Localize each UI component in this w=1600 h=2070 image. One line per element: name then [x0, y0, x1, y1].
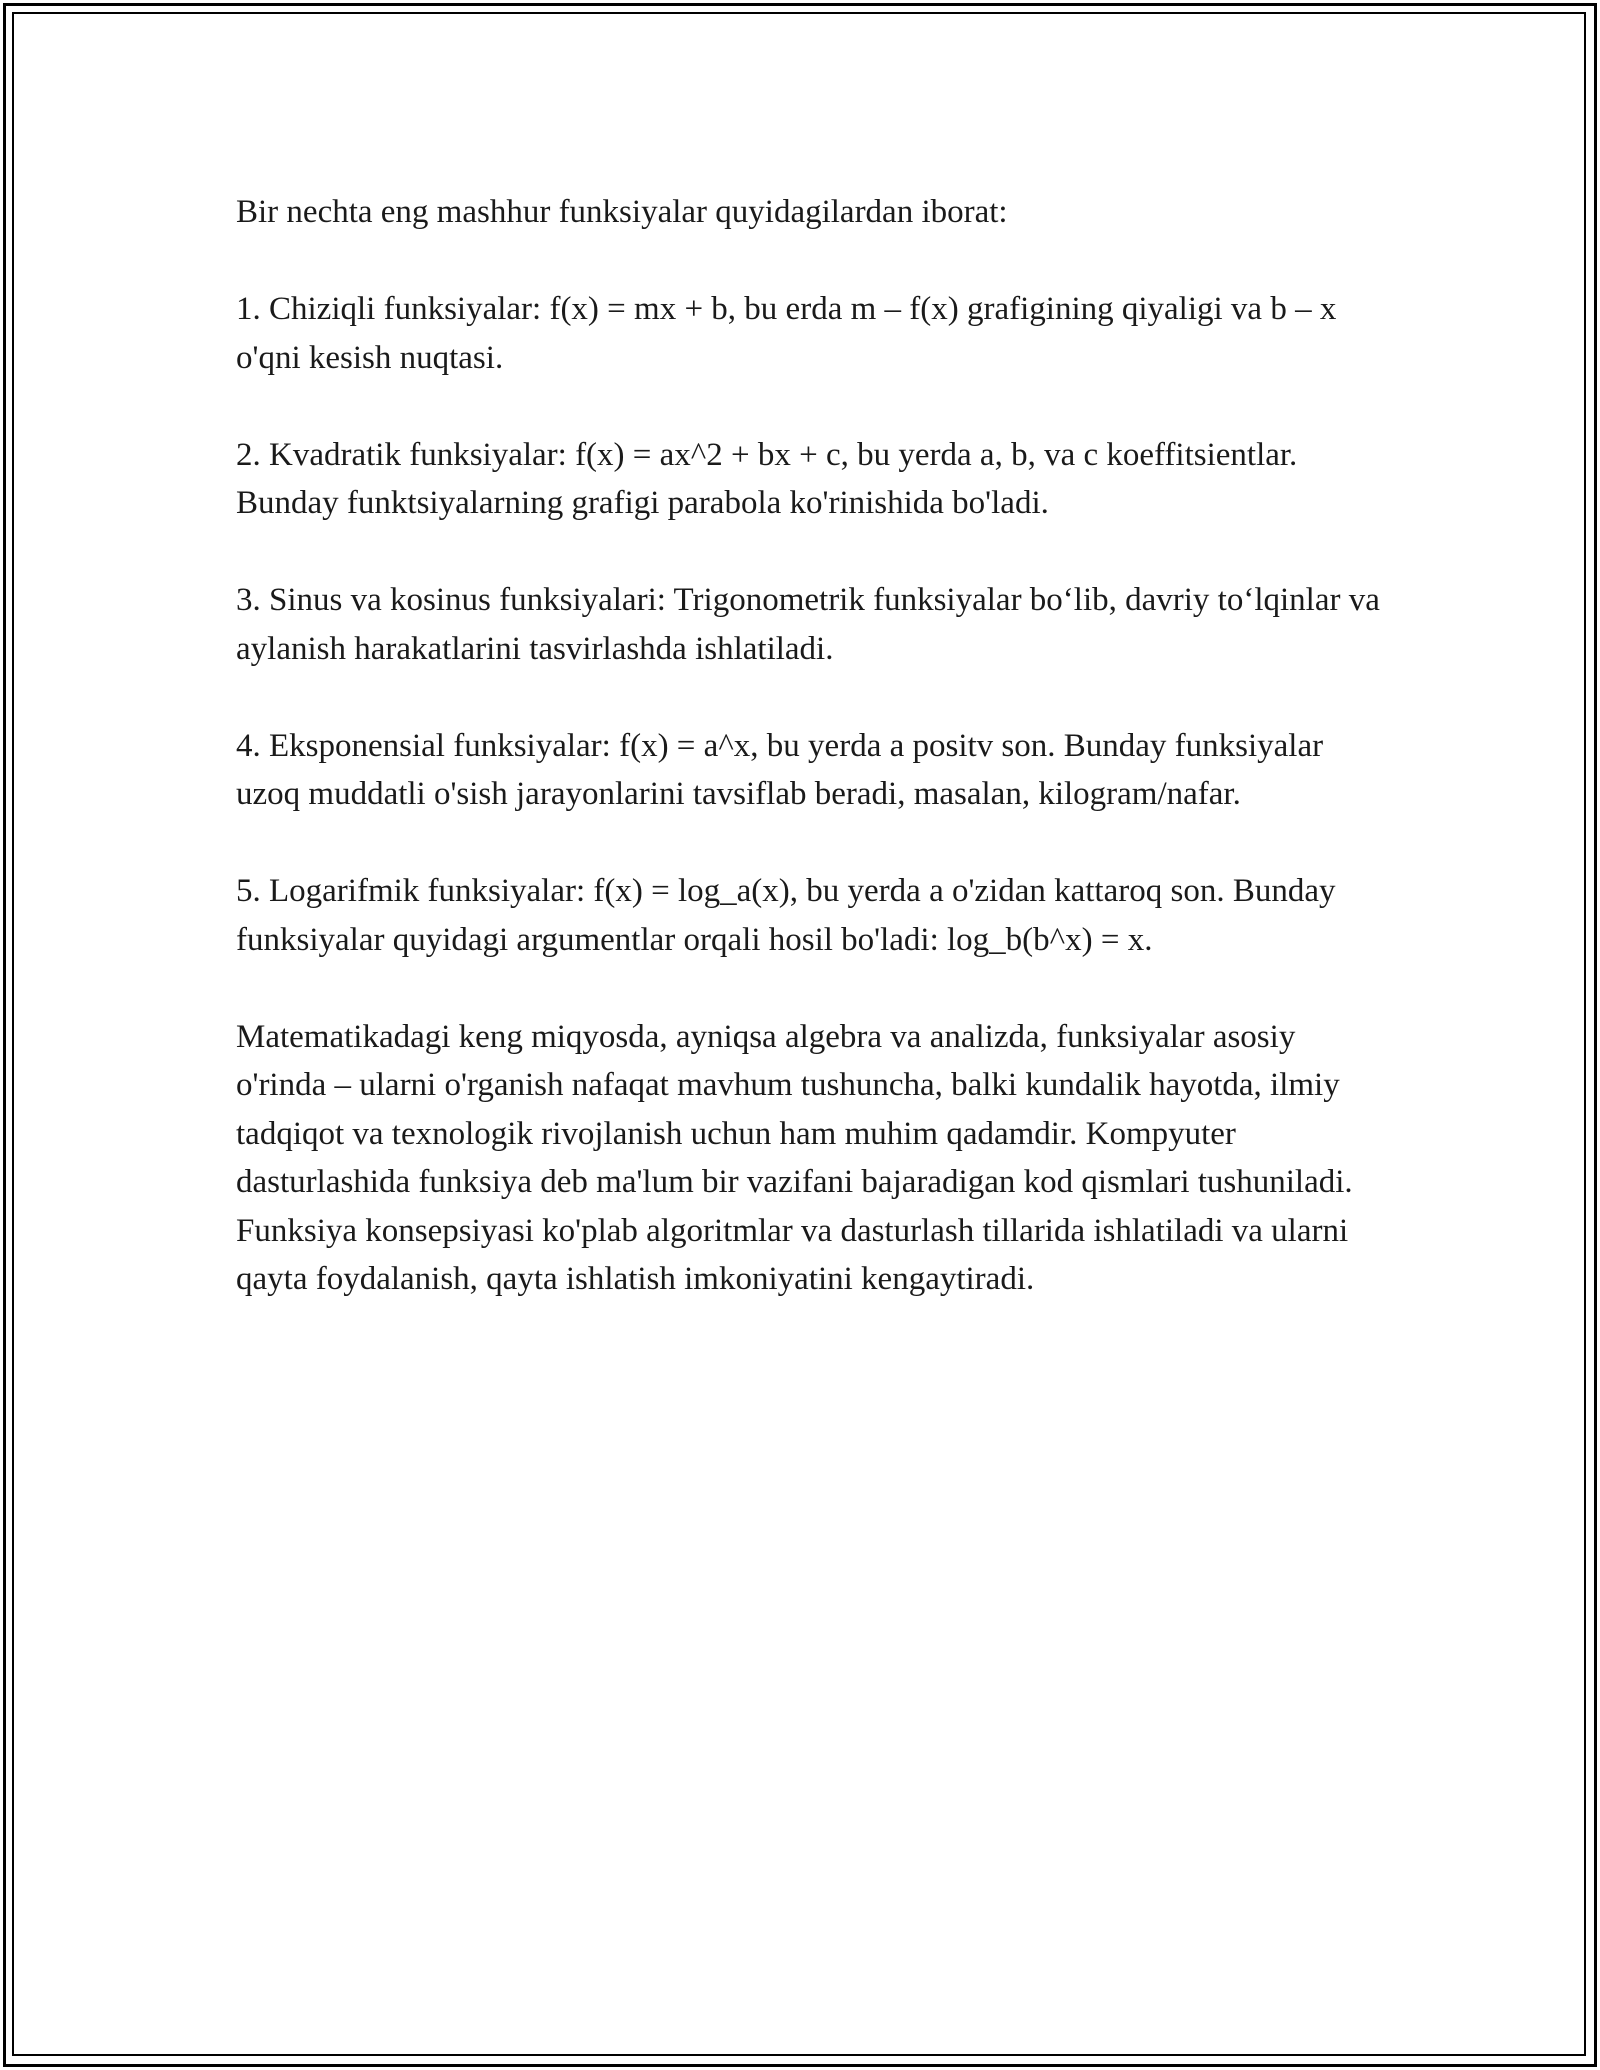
list-item-trigonometric: 3. Sinus va kosinus funksiyalari: Trigonometrik funksiyalar bo‘lib, davriy to‘lqinlar va aylanish harakatlarini tasvirlashda ishlatiladi.	[236, 582, 1380, 667]
conclusion-paragraph: Matematikadagi keng miqyosda, ayniqsa algebra va analizda, funksiyalar asosiy o'rinda – ularni o'rganish nafaqat mavhum tushuncha, balki kundalik hayotda, ilmiy tadqiqot va texnologik rivojlanish uchun ham muhim qadamdir. Kompyuter dasturlashida funksiya deb ma'lum bir vazifani bajaradigan kod qismlari tushuniladi. Funksiya konsepsiyasi ko'plab algoritmlar va dasturlash tillarida ishlatiladi va ularni qayta foydalanish, qayta ishlatish imkoniyatini kengaytiradi.	[236, 1018, 1353, 1297]
list-item-exponential: 4. Eksponensial funksiyalar: f(x) = a^x, bu yerda a positv son. Bunday funksiyalar uzoq muddatli o'sish jarayonlarini tavsiflab beradi, masalan, kilogram/nafar.	[236, 727, 1324, 812]
list-item-linear: 1. Chiziqli funksiyalar: f(x) = mx + b, bu erda m – f(x) grafigining qiyaligi va b – x o'qni kesish nuqtasi.	[236, 291, 1337, 376]
list-item-quadratic: 2. Kvadratik funksiyalar: f(x) = ax^2 + bx + c, bu yerda a, b, va c koeffitsientlar. Bunday funktsiyalarning grafigi parabola ko'rinishida bo'ladi.	[236, 436, 1298, 521]
intro-paragraph: Bir nechta eng mashhur funksiyalar quyidagilardan iborat:	[236, 194, 1008, 230]
list-item-logarithmic: 5. Logarifmik funksiyalar: f(x) = log_a(x), bu yerda a o'zidan kattaroq son. Bunday funksiyalar quyidagi argumentlar orqali hosil bo'ladi: log_b(b^x) = x.	[236, 873, 1336, 958]
document-body	[236, 188, 1386, 1304]
